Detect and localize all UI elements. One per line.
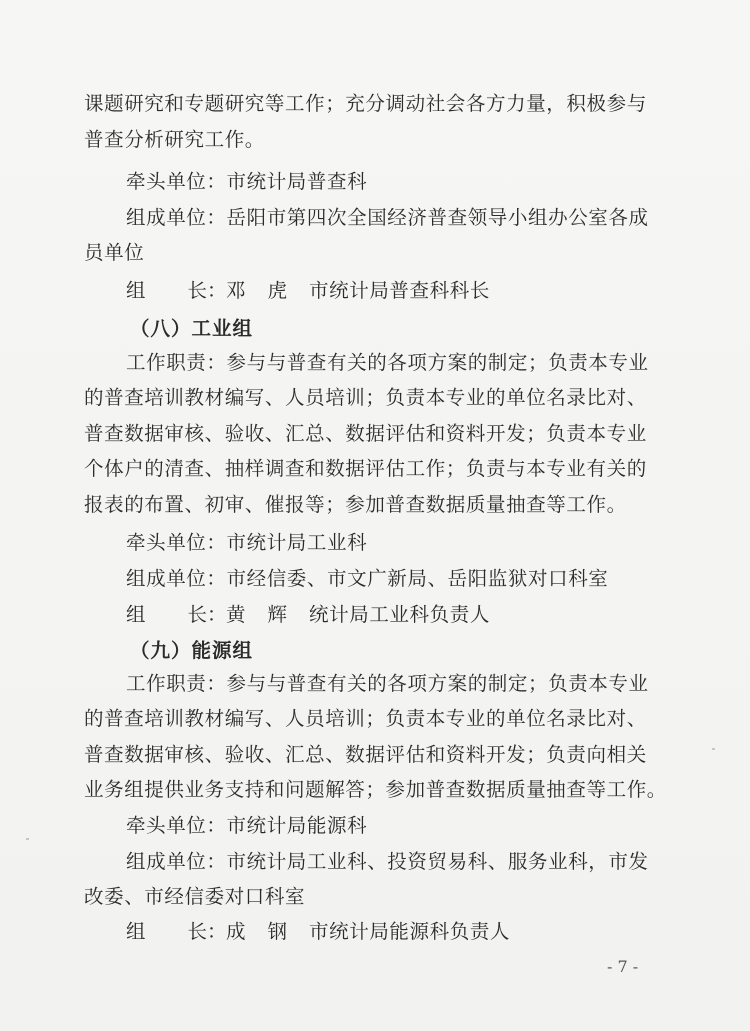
duty-line: 个体户的清查、抽样调查和数据评估工作；负责与本专业有关的 <box>84 457 647 480</box>
group-leader-line <box>126 278 490 304</box>
text-line: 课题研究和专题研究等工作；充分调动社会各方力量，积极参与 <box>84 92 647 115</box>
leader-title: 统计局工业科负责人 <box>309 603 490 626</box>
leader-title: 市统计局能源科负责人 <box>309 920 511 943</box>
duty-line: 普查数据审核、验收、汇总、数据评估和资料开发；负责本专业 <box>84 422 647 445</box>
member-unit-line: 组成单位：市经信委、市文广新局、岳阳监狱对口科室 <box>126 567 609 590</box>
leader-name: 成 钢 <box>226 920 288 943</box>
duty-line: 工作职责：参与与普查有关的各项方案的制定；负责本专业 <box>126 672 649 695</box>
duty-line: 报表的布置、初审、催报等；参加普查数据质量抽查等工作。 <box>84 493 627 516</box>
role-label: 组 长： <box>126 279 227 302</box>
member-unit-line: 改委、市经信委对口科室 <box>84 885 306 908</box>
section-heading: （九）能源组 <box>130 639 254 662</box>
duty-line: 普查数据审核、验收、汇总、数据评估和资料开发；负责向相关 <box>84 743 647 766</box>
leader-name: 邓 虎 <box>226 279 288 302</box>
text-line: 普查分析研究工作。 <box>84 128 265 151</box>
scan-speck <box>712 748 715 750</box>
member-unit-line: 组成单位：岳阳市第四次全国经济普查领导小组办公室各成 <box>126 206 649 229</box>
scan-speck <box>26 838 29 840</box>
duty-line: 工作职责：参与与普查有关的各项方案的制定；负责本专业 <box>126 351 649 374</box>
leader-name: 黄 辉 <box>226 603 288 626</box>
duty-line: 的普查培训教材编写、人员培训；负责本专业的单位名录比对、 <box>84 386 647 409</box>
member-unit-line: 组成单位：市统计局工业科、投资贸易科、服务业科，市发 <box>126 850 649 873</box>
role-label: 组 长： <box>126 603 227 626</box>
duty-line: 业务组提供业务支持和问题解答；参加普查数据质量抽查等工作。 <box>84 778 667 801</box>
group-leader-line <box>126 602 490 628</box>
page-number: - 7 - <box>607 957 639 976</box>
lead-unit-line: 牵头单位：市统计局普查科 <box>126 170 368 193</box>
duty-line: 的普查培训教材编写、人员培训；负责本专业的单位名录比对、 <box>84 707 647 730</box>
leader-title: 市统计局普查科科长 <box>309 279 490 302</box>
text-line: 员单位 <box>84 241 145 264</box>
lead-unit-line: 牵头单位：市统计局能源科 <box>126 814 368 837</box>
group-leader-line <box>126 919 510 945</box>
role-label: 组 长： <box>126 920 227 943</box>
lead-unit-line: 牵头单位：市统计局工业科 <box>126 531 368 554</box>
section-heading: （八）工业组 <box>130 317 254 340</box>
